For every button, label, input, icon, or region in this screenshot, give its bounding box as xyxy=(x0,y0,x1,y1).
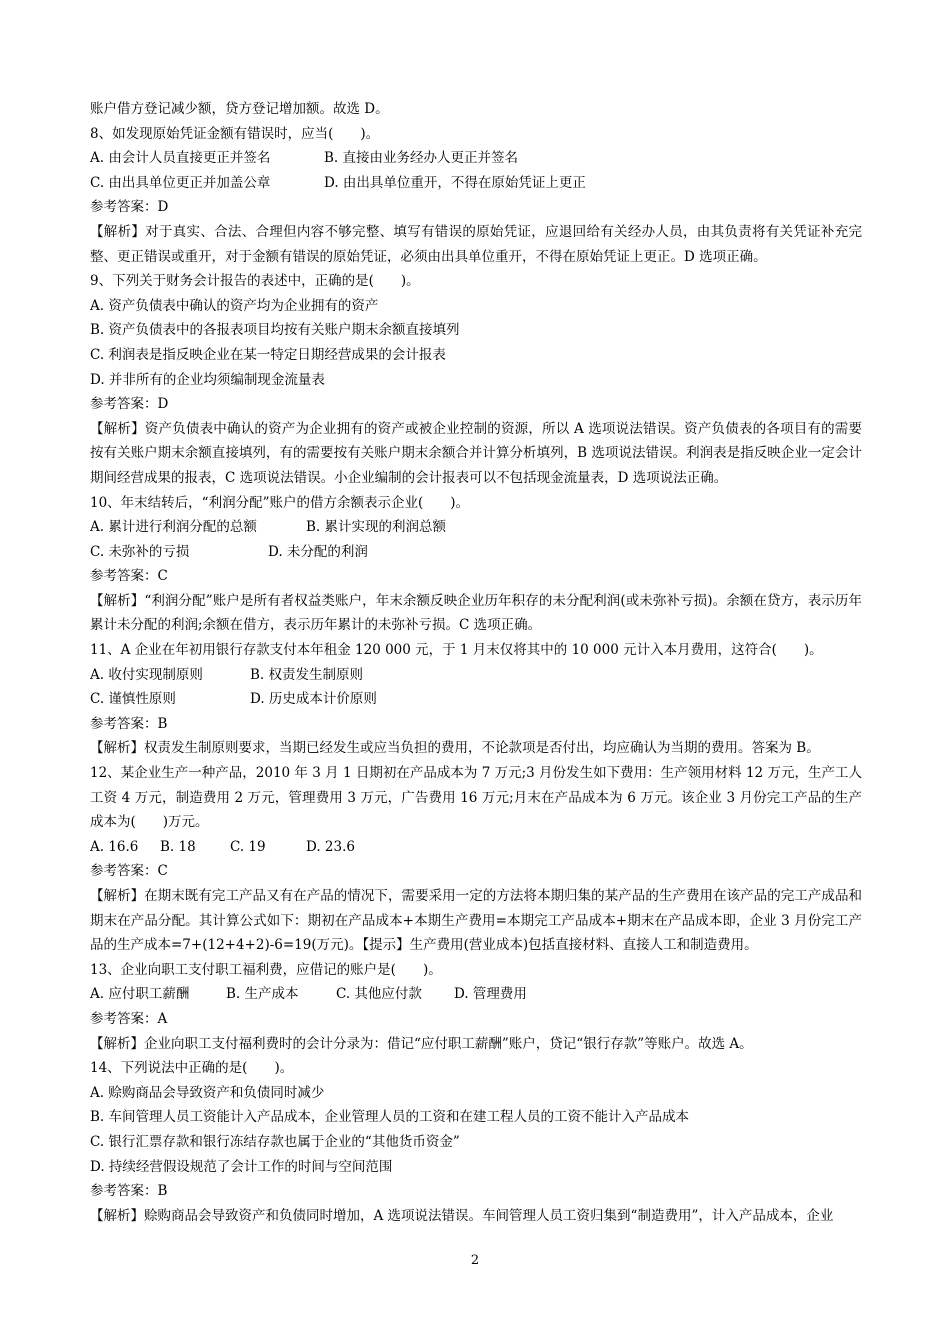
option-b: B. 资产负债表中的各报表项目均按有关账户期末余额直接填列 xyxy=(90,322,460,339)
option-b: B. 权责发生制原则 xyxy=(250,666,364,683)
question-8: 8、如发现原始凭证金额有错误时，应当( )。 xyxy=(90,125,380,142)
option-c: C. 银行汇票存款和银行冻结存款也属于企业的“其他货币资金” xyxy=(90,1133,460,1150)
option-d: D. 历史成本计价原则 xyxy=(250,691,377,708)
question-10: 10、年末结转后，“利润分配”账户的借方余额表示企业( )。 xyxy=(90,494,470,511)
explanation: 【解析】对于真实、合法、合理但内容不够完整、填写有错误的原始凭证，应退回给有关经办人员，由其负责将有关凭证补充完整、更正错误或重开，对于金额有错误的原始凭证，必须由出具单位重开，不得在原始凭证上更正。D 选项正确。 xyxy=(90,223,862,265)
options-row xyxy=(90,982,862,1007)
explanation: 【解析】在期末既有完工产品又有在产品的情况下，需要采用一定的方法将本期归集的某产品的生产费用在该产品的完工产成品和期末在产品分配。其计算公式如下：期初在产品成本+本期生产费用=本期完工产品成本+期末在产品成本即，企业 3 月份完工产品的生产成本=7+(12+4+2)-6=19(万元)。【提示】生产费用(营业成本)包括直接材料、直接人工和制造费用。 xyxy=(90,888,862,954)
answer: 参考答案：D xyxy=(90,396,169,413)
question-9: 9、下列关于财务会计报告的表述中，正确的是( )。 xyxy=(90,273,420,290)
question-13: 13、企业向职工支付职工福利费，应借记的账户是( )。 xyxy=(90,961,442,978)
option-a: A. 由会计人员直接更正并签名 xyxy=(90,150,271,167)
options-row xyxy=(90,515,862,540)
option-c: C. 19 xyxy=(230,838,266,855)
option-b: B. 车间管理人员工资能计入产品成本，企业管理人员的工资和在建工程人员的工资不能计入产品成本 xyxy=(90,1109,690,1126)
explanation: 【解析】“利润分配”账户是所有者权益类账户，年末余额反映企业历年积存的未分配利润(或未弥补亏损)。余额在贷方，表示历年累计未分配的利润;余额在借方，表示历年累计的未弥补亏损。C 选项正确。 xyxy=(90,592,862,634)
option-c: C. 其他应付款 xyxy=(336,986,422,1003)
option-d: D. 并非所有的企业均须编制现金流量表 xyxy=(90,371,325,388)
answer: 参考答案：B xyxy=(90,715,168,732)
explanation: 【解析】资产负债表中确认的资产为企业拥有的资产或被企业控制的资源，所以 A 选项说法错误。资产负债表的各项目有的需要按有关账户期末余额直接填列，有的需要按有关账户期末余额合并计算分析填列，B 选项说法错误。利润表是指反映企业一定会计期间经营成果的报表，C 选项说法错误。小企业编制的会计报表可以不包括现金流量表，D 选项说法正确。 xyxy=(90,420,862,486)
question-11: 11、A 企业在年初用银行存款支付本年租金 120 000 元，于 1 月末仅将其中的 10 000 元计入本月费用，这符合( )。 xyxy=(90,642,823,659)
explanation: 【解析】企业向职工支付福利费时的会计分录为：借记“应付职工薪酬”账户，贷记“银行存款”等账户。故选 A。 xyxy=(90,1035,753,1052)
option-b: B. 生产成本 xyxy=(226,986,299,1003)
options-row xyxy=(90,540,862,565)
option-a: A. 资产负债表中确认的资产均为企业拥有的资产 xyxy=(90,297,379,314)
option-b: B. 累计实现的利润总额 xyxy=(306,519,447,536)
text-line: 账户借方登记减少额，贷方登记增加额。故选 D。 xyxy=(90,101,389,117)
question-14: 14、下列说法中正确的是( )。 xyxy=(90,1060,294,1077)
answer: 参考答案：C xyxy=(90,568,168,585)
option-a: A. 应付职工薪酬 xyxy=(90,986,190,1003)
answer: 参考答案：D xyxy=(90,199,169,216)
question-12: 12、某企业生产一种产品，2010 年 3 月 1 日期初在产品成本为 7 万元;3 月份发生如下费用：生产领用材料 12 万元，生产工人工资 4 万元，制造费用 2 万元，管理费用 3 万元，广告费用 16 万元;月末在产品成本为 6 万元。该企业 3 月份完工产品的生产成本为( )万元。 xyxy=(90,765,862,831)
option-c: C. 谨慎性原则 xyxy=(90,691,176,708)
option-d: D. 23.6 xyxy=(306,838,355,855)
answer: 参考答案：C xyxy=(90,863,168,880)
answer: 参考答案：B xyxy=(90,1183,168,1200)
answer: 参考答案：A xyxy=(90,1010,168,1027)
option-b: B. 18 xyxy=(160,838,196,855)
option-c: C. 利润表是指反映企业在某一特定日期经营成果的会计报表 xyxy=(90,346,446,363)
page-number: 2 xyxy=(470,1253,480,1268)
option-d: D. 持续经营假设规范了会计工作的时间与空间范围 xyxy=(90,1158,393,1175)
options-row xyxy=(90,663,862,688)
option-d: D. 管理费用 xyxy=(454,986,527,1003)
option-a: A. 累计进行利润分配的总额 xyxy=(90,519,257,536)
options-row xyxy=(90,687,862,712)
option-d: D. 未分配的利润 xyxy=(268,543,368,560)
options-row xyxy=(90,146,862,171)
option-c: C. 由出具单位更正并加盖公章 xyxy=(90,174,271,191)
option-c: C. 未弥补的亏损 xyxy=(90,543,190,560)
option-a: A. 赊购商品会导致资产和负债同时减少 xyxy=(90,1084,325,1101)
options-row xyxy=(90,171,862,196)
option-b: B. 直接由业务经办人更正并签名 xyxy=(324,150,519,167)
options-row xyxy=(90,835,862,860)
option-a: A. 16.6 xyxy=(90,838,139,855)
option-d: D. 由出具单位重开，不得在原始凭证上更正 xyxy=(324,174,586,191)
document-page xyxy=(90,97,862,1228)
option-a: A. 收付实现制原则 xyxy=(90,666,203,683)
explanation: 【解析】赊购商品会导致资产和负债同时增加，A 选项说法错误。车间管理人员工资归集到“制造费用”，计入产品成本，企业 xyxy=(90,1207,834,1224)
explanation: 【解析】权责发生制原则要求，当期已经发生或应当负担的费用，不论款项是否付出，均应确认为当期的费用。答案为 B。 xyxy=(90,740,820,757)
